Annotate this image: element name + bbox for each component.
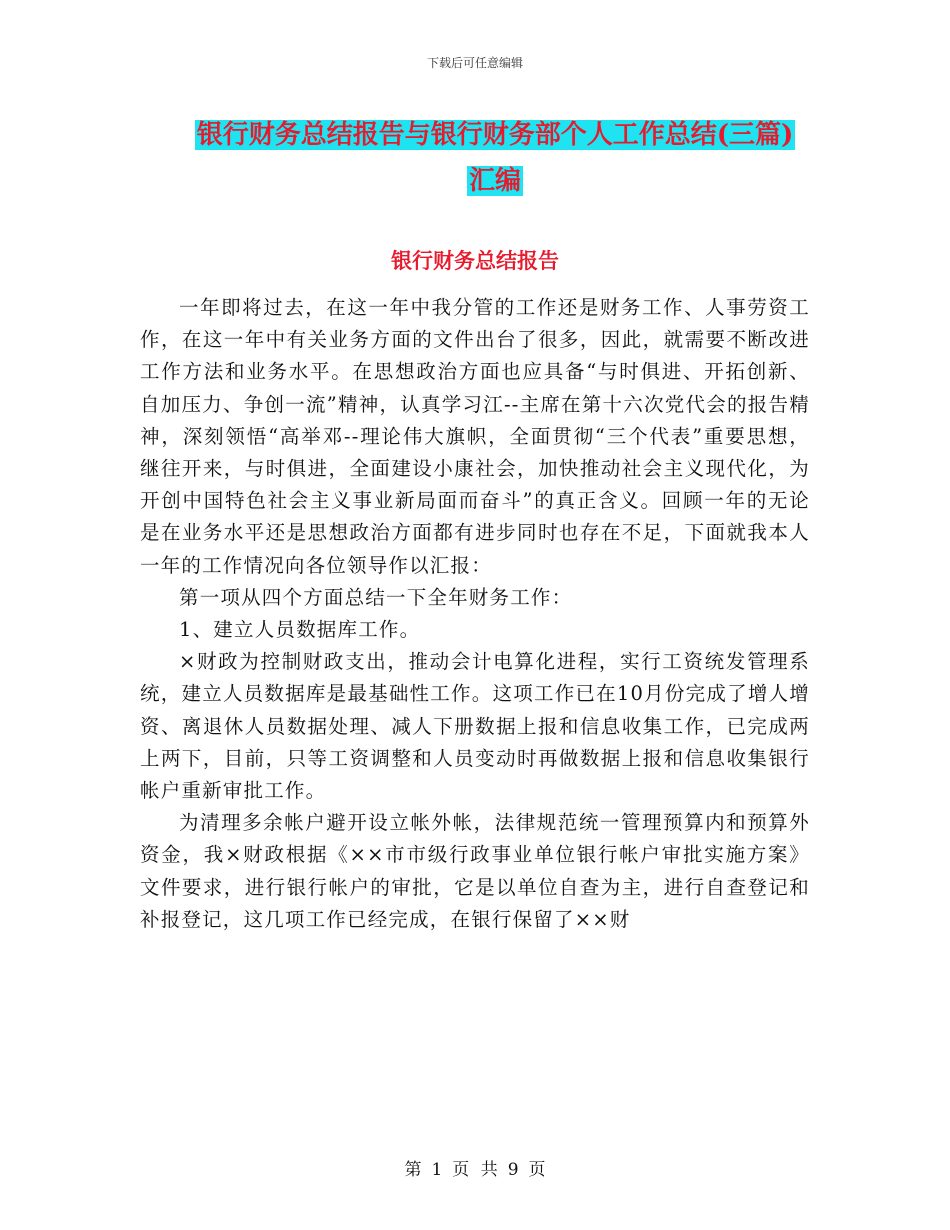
footer-middle: 页 共 xyxy=(452,1160,498,1180)
body-text xyxy=(140,292,810,936)
paragraph: 1、建立人员数据库工作。 xyxy=(179,618,421,642)
document-title xyxy=(150,112,840,204)
total-page-count: 9 xyxy=(507,1160,519,1180)
footer-suffix: 页 xyxy=(528,1160,546,1180)
page-footer xyxy=(0,1155,950,1180)
section-title: 银行财务总结报告 xyxy=(391,248,559,273)
footer-prefix: 第 xyxy=(404,1160,422,1180)
document-title-line2: 汇编 xyxy=(468,166,521,196)
paragraph: ×财政为控制财政支出，推动会计电算化进程，实行工资统发管理系统，建立人员数据库是最基础性工作。这项工作已在10月份完成了增人增资、离退休人员数据处理、减人下册数据上报和信息收集工作，已完成两上两下，目前，只等工资调整和人员变动时再做数据上报和信息收集银行帐户重新审批工作。 xyxy=(140,650,810,803)
paragraph: 第一项从四个方面总结一下全年财务工作： xyxy=(179,585,573,609)
document-title-line1: 银行财务总结报告与银行财务部个人工作总结(三篇) xyxy=(196,120,794,150)
paragraph: 一年即将过去，在这一年中我分管的工作还是财务工作、人事劳资工作，在这一年中有关业务方面的文件出台了很多，因此，就需要不断改进工作方法和业务水平。在思想政治方面也应具备“与时俱进、开拓创新、自加压力、争创一流”精神，认真学习江--主席在第十六次党代会的报告精神，深刻领悟“高举邓--理论伟大旗帜，全面贯彻“三个代表”重要思想，继往开来，与时俱进，全面建设小康社会，加快推动社会主义现代化，为开创中国特色社会主义事业新局面而奋斗”的真正含义。回顾一年的无论是在业务水平还是思想政治方面都有进步同时也存在不足，下面就我本人一年的工作情况向各位领导作以汇报： xyxy=(140,296,810,577)
paragraph: 为清理多余帐户避开设立帐外帐，法律规范统一管理预算内和预算外资金，我×财政根据《××市市级行政事业单位银行帐户审批实施方案》文件要求，进行银行帐户的审批，它是以单位自查为主，进行自查登记和补报登记，这几项工作已经完成，在银行保留了××财 xyxy=(140,811,810,931)
current-page-number: 1 xyxy=(431,1160,443,1180)
header-note: 下载后可任意编辑 xyxy=(426,56,523,70)
